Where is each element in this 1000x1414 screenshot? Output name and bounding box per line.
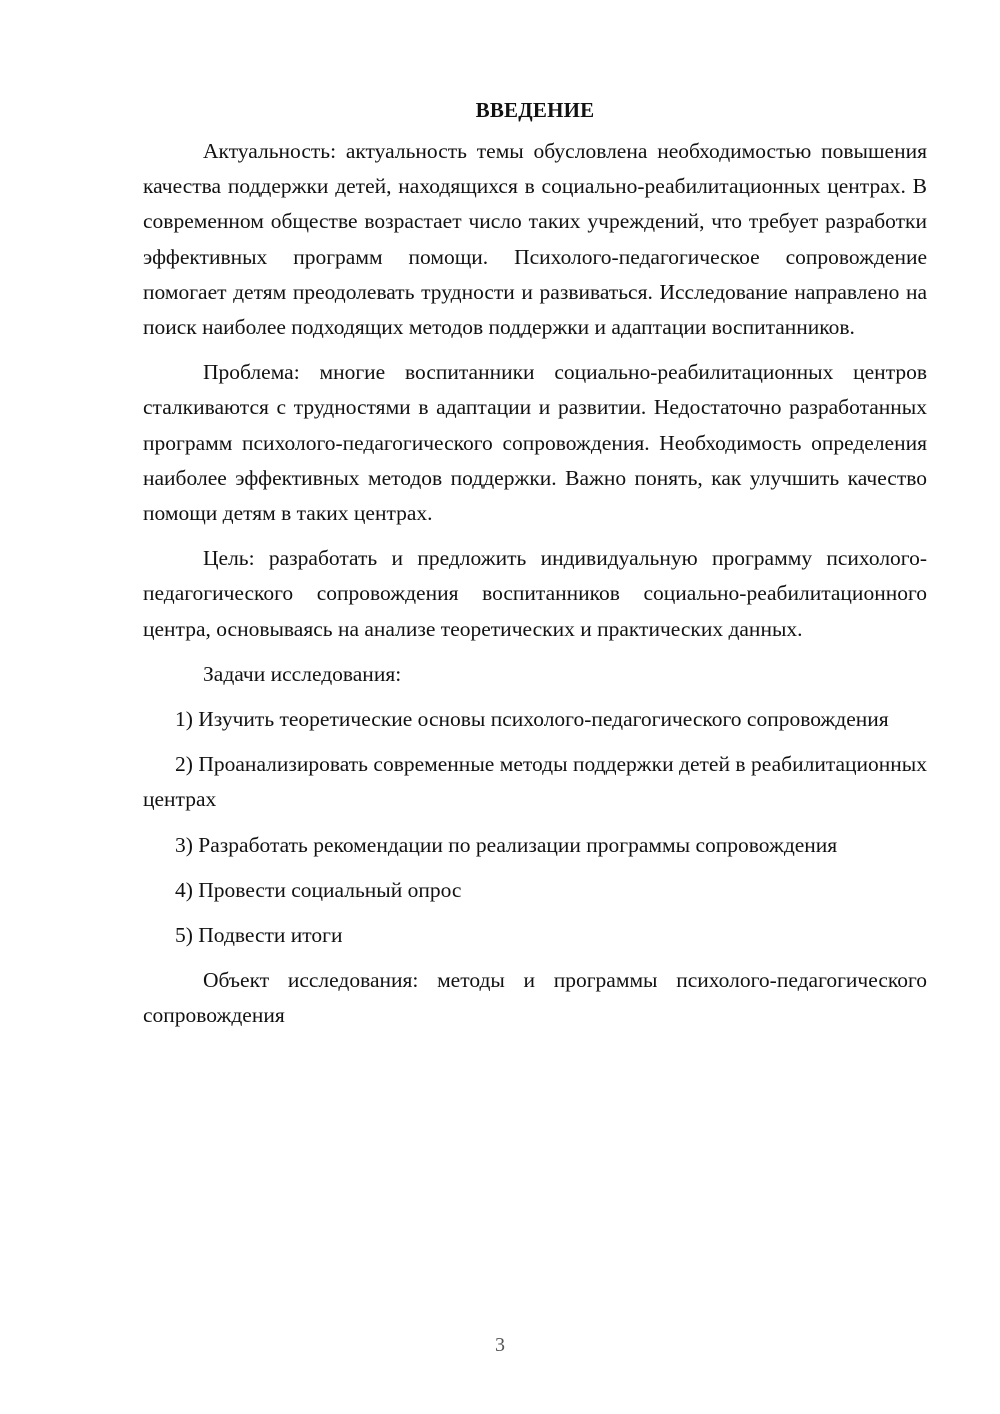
object-paragraph: Объект исследования: методы и программы психолого-педагогического сопровождения xyxy=(143,968,927,1028)
relevance-paragraph: Актуальность: актуальность темы обусловлена необходимостью повышения качества поддержки детей, находящихся в социально-реабилитационных центрах. В современном обществе возрастает число таких учреждений, что требует разработки эффективных программ помощи. Психолого-педагогическое сопровождение помогает детям преодолевать трудности и развиваться. Исследование направлено на поиск наиболее подходящих методов поддержки и адаптации воспитанников. xyxy=(143,139,927,340)
page-content xyxy=(143,93,927,1034)
task-item-1: 1) Изучить теоретические основы психолого-педагогического сопровождения xyxy=(175,707,889,732)
tasks-heading: Задачи исследования: xyxy=(203,661,402,686)
task-item-4: 4) Провести социальный опрос xyxy=(175,877,462,902)
task-item-2: 2) Проанализировать современные методы поддержки детей в реабилитационных центрах xyxy=(143,752,927,812)
task-item-5: 5) Подвести итоги xyxy=(175,923,343,948)
problem-paragraph: Проблема: многие воспитанники социально-реабилитационных центров сталкиваются с трудностями в адаптации и развитии. Недостаточно разработанных программ психолого-педагогического сопровождения. Необходимость определения наиболее эффективных методов поддержки. Важно понять, как улучшить качество помощи детям в таких центрах. xyxy=(143,360,927,526)
goal-paragraph: Цель: разработать и предложить индивидуальную программу психолого-педагогического сопровождения воспитанников социально-реабилитационного центра, основываясь на анализе теоретических и практических данных. xyxy=(143,546,927,641)
page-title: ВВЕДЕНИЕ xyxy=(475,98,595,122)
page-number: 3 xyxy=(495,1334,505,1356)
task-item-3: 3) Разработать рекомендации по реализации программы сопровождения xyxy=(175,832,838,857)
